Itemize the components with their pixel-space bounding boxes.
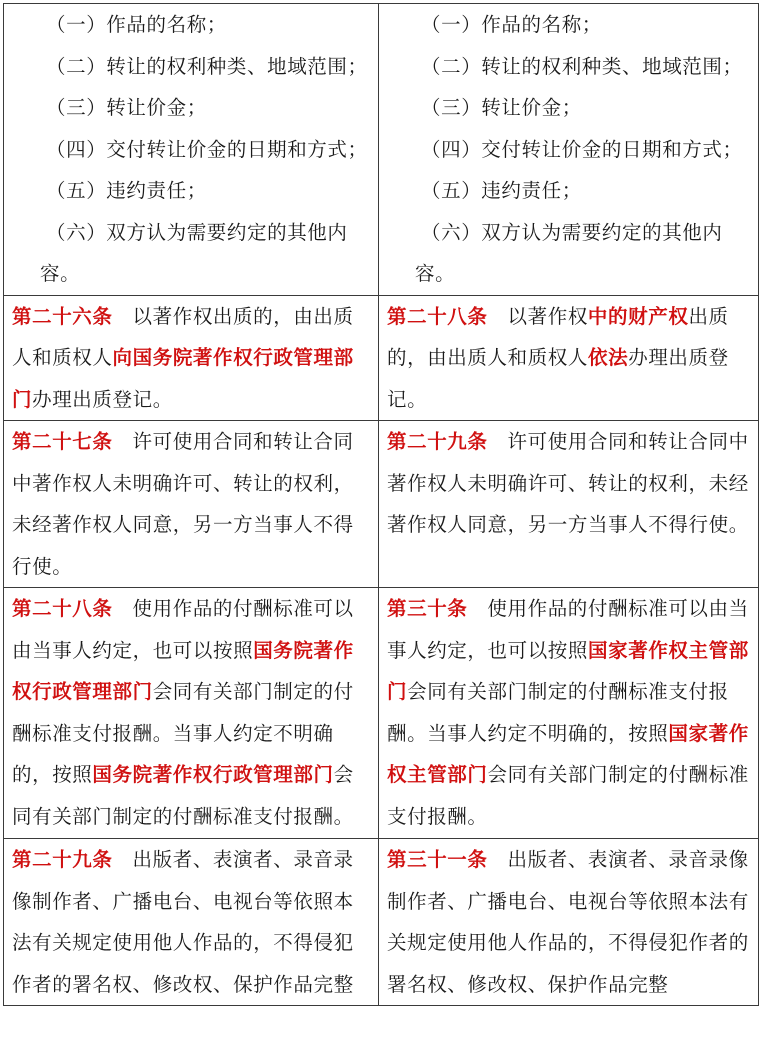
article-text: 出版者、表演者、录音录像制作者、广播电台、电视台等依照本法有关规定使用他人作品的，不得侵犯作者的署名权、修改权、保护作品完整 xyxy=(12,848,354,996)
old-law-items-cell xyxy=(4,4,379,296)
list-item: （二）转让的权利种类、地域范围； xyxy=(46,54,368,78)
article-text: 办理出质登记。 xyxy=(387,346,729,411)
old-law-article-29-cell xyxy=(4,839,379,1006)
new-law-article-28-cell xyxy=(379,295,759,421)
list-item: （一）作品的名称； xyxy=(421,13,602,36)
list-item: （六）双方认为需要约定的其他内 xyxy=(46,220,348,244)
highlighted-text: 向国务院著作权行政管理部门 xyxy=(12,346,354,411)
article-text: 以著作权 xyxy=(507,304,588,328)
old-law-article-26-cell xyxy=(4,295,379,421)
list-item: （五）违约责任； xyxy=(421,179,582,202)
highlighted-text: 国务院著作权行政管理部门 xyxy=(12,638,354,703)
article-text: 会同有关部门制定的付酬标准支付报酬。 xyxy=(387,763,749,828)
list-item: （三）转让价金； xyxy=(46,96,207,119)
article-text: 许可使用合同和转让合同中著作权人未明确许可、转让的权利，未经著作权人同意，另一方当事人不得行使。 xyxy=(387,430,749,536)
highlighted-text: 中的财产权 xyxy=(587,304,689,328)
article-number: 第三十条 xyxy=(387,597,468,620)
highlighted-text: 国务院著作权行政管理部门 xyxy=(92,763,334,786)
article-number: 第二十八条 xyxy=(12,597,113,620)
list-item: （五）违约责任； xyxy=(46,179,207,202)
article-number: 第三十一条 xyxy=(387,848,488,871)
new-law-article-31-cell xyxy=(379,839,759,1006)
article-text: 许可使用合同和转让合同中著作权人未明确许可、转让的权利，未经著作权人同意，另一方当事人不得行使。 xyxy=(12,430,354,578)
table-row xyxy=(4,4,759,296)
old-law-article-28-cell xyxy=(4,588,379,839)
list-item: （四）交付转让价金的日期和方式； xyxy=(46,137,368,161)
new-law-items-cell xyxy=(379,4,759,296)
new-law-article-29-cell xyxy=(379,421,759,588)
list-item: （六）双方认为需要约定的其他内 xyxy=(421,220,723,244)
table-row xyxy=(4,839,759,1006)
list-item-continuation: 容。 xyxy=(40,262,81,285)
article-text: 出质的，由出质人和质权人 xyxy=(387,304,729,369)
list-item: （三）转让价金； xyxy=(421,96,582,119)
highlighted-text: 国家著作权主管部门 xyxy=(387,638,749,703)
highlighted-text: 国家著作权主管部门 xyxy=(387,721,749,786)
list-item: （一）作品的名称； xyxy=(46,13,227,36)
article-number: 第二十九条 xyxy=(12,848,113,871)
article-number: 第二十六条 xyxy=(12,304,113,328)
table-row xyxy=(4,588,759,839)
law-comparison-table xyxy=(3,3,759,1006)
article-text: 会同有关部门制定的付酬标准支付报酬。 xyxy=(12,763,354,828)
article-text: 使用作品的付酬标准可以由当事人约定，也可以按照 xyxy=(387,597,749,662)
article-number: 第二十八条 xyxy=(387,304,488,328)
list-item: （四）交付转让价金的日期和方式； xyxy=(421,137,743,161)
article-text: 会同有关部门制定的付酬标准支付报酬。当事人约定不明确的，按照 xyxy=(387,680,729,745)
article-text: 办理出质登记。 xyxy=(32,387,173,411)
old-law-article-27-cell xyxy=(4,421,379,588)
article-text: 出版者、表演者、录音录像制作者、广播电台、电视台等依照本法有关规定使用他人作品的，不得侵犯作者的署名权、修改权、保护作品完整 xyxy=(387,848,749,996)
article-text: 以著作权出质的，由出质人和质权人 xyxy=(12,304,354,369)
list-item-continuation: 容。 xyxy=(415,262,456,285)
list-item: （二）转让的权利种类、地域范围； xyxy=(421,54,743,78)
article-text: 会同有关部门制定的付酬标准支付报酬。当事人约定不明确的，按照 xyxy=(12,680,354,786)
table-row xyxy=(4,421,759,588)
article-number: 第二十九条 xyxy=(387,430,488,453)
new-law-article-30-cell xyxy=(379,588,759,839)
article-text: 使用作品的付酬标准可以由当事人约定，也可以按照 xyxy=(12,597,354,662)
table-row xyxy=(4,295,759,421)
article-number: 第二十七条 xyxy=(12,430,113,453)
highlighted-text: 依法 xyxy=(588,346,629,369)
